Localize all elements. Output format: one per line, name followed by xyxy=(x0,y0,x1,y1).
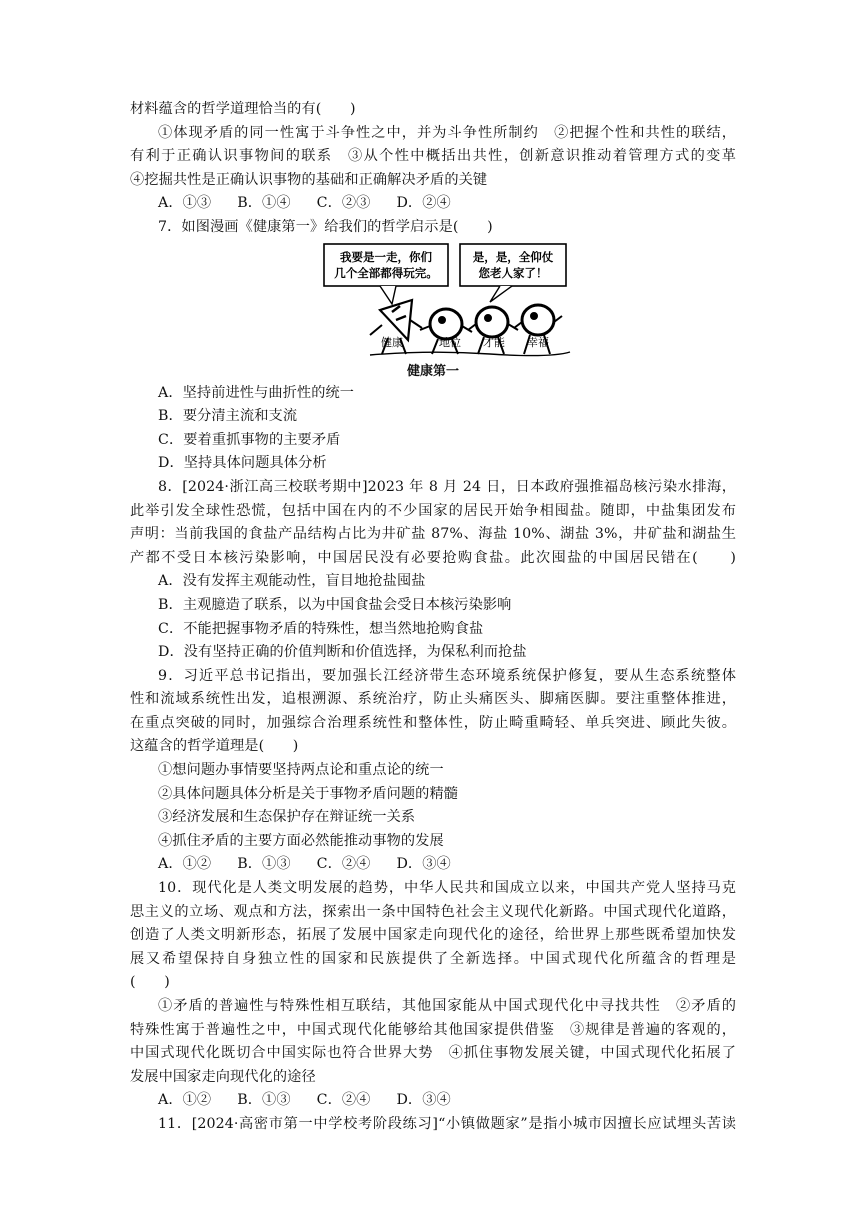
text-line: ④挖掘共性是正确认识事物的基础和正确解决矛盾的关键 xyxy=(130,171,488,188)
option-b: B．①③ xyxy=(237,856,291,873)
option-c: C．②④ xyxy=(316,1092,371,1109)
label-ability: 才能 xyxy=(483,335,505,349)
answer-options xyxy=(130,1089,736,1113)
document-page xyxy=(130,98,736,1137)
statement: ①矛盾的普遍性与特殊性相互联结，其他国家能从中国式现代化中寻找共性 ②矛盾的 xyxy=(158,998,736,1014)
text-line: 思主义的立场、观点和方法，探索出一条中国特色社会主义现代化新路。中国式现代化道路， xyxy=(130,903,736,920)
option-a: A．坚持前进性与曲折性的统一 xyxy=(158,384,355,401)
label-health: 健康 xyxy=(381,335,403,349)
text-line: ①体现矛盾的同一性寓于斗争性之中，并为斗争性所制约 ②把握个性和共性的联结， xyxy=(158,124,736,141)
statement: ④抓住矛盾的主要方面必然能推动事物的发展 xyxy=(158,832,444,849)
label-status: 地位 xyxy=(439,335,461,349)
question-10: 10．现代化是人类文明发展的趋势，中华人民共和国成立以来，中国共产党人坚持马克 xyxy=(158,880,736,897)
option-a: A．①② xyxy=(158,856,212,873)
option-d: D．②④ xyxy=(396,195,451,212)
question-11: 11．[2024·高密市第一中学校考阶段练习]“小镇做题家”是指小城市因擅长应试埋头苦读 xyxy=(158,1115,736,1132)
text-line: 此举引发全球性恐慌，包括中国在内的不少国家的居民开始争相囤盐。随即，中盐集团发布 xyxy=(130,502,736,519)
option-c: C．②④ xyxy=(316,856,371,873)
option-b: B．①③ xyxy=(237,1092,291,1109)
label-happiness: 幸福 xyxy=(527,335,549,349)
bubble-right-line-1: 是，是，全仰仗 xyxy=(472,249,554,264)
option-d: D．③④ xyxy=(396,856,451,873)
cartoon-caption: 健康第一 xyxy=(406,363,459,379)
text-line: 这蕴含的哲学道理是( ) xyxy=(130,738,299,755)
cartoon-figure xyxy=(130,240,736,382)
text-line: 性和流域系统性出发，追根溯源、系统治疗，防止头痛医头、脚痛医脚。要注重整体推进， xyxy=(130,691,736,708)
option-d: D．没有坚持正确的价值判断和价值选择，为保私利而抢盐 xyxy=(158,644,527,661)
text-line: 展又希望保持自身独立性的国家和民族提供了全新选择。中国式现代化所蕴含的哲理是 xyxy=(130,950,736,967)
text-line: 在重点突破的同时，加强综合治理系统性和整体性，防止畸重畸轻、单兵突进、顾此失彼。 xyxy=(130,714,736,731)
text-line: 声明：当前我国的食盐产品结构占比为井矿盐 87%、海盐 10%、湖盐 3%，井矿盐和湖盐生 xyxy=(130,526,736,543)
option-a: A．没有发挥主观能动性，盲目地抢盐囤盐 xyxy=(158,573,426,590)
option-a: A．①② xyxy=(158,1092,212,1109)
question-8: 8．[2024·浙江高三校联考期中]2023 年 8 月 24 日，日本政府强推福岛核污染水排海， xyxy=(158,478,736,495)
option-b: B．要分清主流和支流 xyxy=(158,408,298,425)
statement: ③经济发展和生态保护存在辩证统一关系 xyxy=(158,809,416,826)
statement: ①想问题办事情要坚持两点论和重点论的统一 xyxy=(158,762,444,779)
text-line: 中国式现代化既切合中国实际也符合世界大势 ④抓住事物发展关键，中国式现代化拓展了 xyxy=(130,1045,736,1062)
option-a: A．①③ xyxy=(158,195,212,212)
statement: ②具体问题具体分析是关于事物矛盾问题的精髓 xyxy=(158,785,459,802)
text-line: 发展中国家走向现代化的途径 xyxy=(130,1068,316,1085)
bubble-right-line-2: 您老人家了！ xyxy=(478,265,548,280)
text-line: 产都不受日本核污染影响，中国居民没有必要抢购食盐。此次囤盐的中国居民错在( ) xyxy=(130,549,736,566)
question-9: 9．习近平总书记指出，要加强长江经济带生态环境系统保护修复，要从生态系统整体 xyxy=(158,667,736,684)
option-b: B．①④ xyxy=(237,195,291,212)
text-line: 有利于正确认识事物间的联系 ③从个性中概括出共性，创新意识推动着管理方式的变革 xyxy=(130,148,736,165)
text-line: 特殊性寓于普遍性之中，中国式现代化能够给其他国家提供借鉴 ③规律是普遍的客观的， xyxy=(130,1021,736,1038)
text-line: 创造了人类文明新形态，拓展了发展中国家走向现代化的途径，给世界上那些既希望加快发 xyxy=(130,927,736,944)
option-d: D．坚持具体问题具体分析 xyxy=(158,455,327,472)
option-c: C．不能把握事物矛盾的特殊性，想当然地抢购食盐 xyxy=(158,620,484,637)
option-b: B．主观臆造了联系，以为中国食盐会受日本核污染影响 xyxy=(158,596,512,613)
option-d: D．③④ xyxy=(396,1092,451,1109)
answer-options xyxy=(130,853,736,877)
bubble-left-line-2: 几个全部都得玩完。 xyxy=(334,265,438,280)
question-7: 7．如图漫画《健康第一》给我们的哲学启示是( ) xyxy=(158,218,493,235)
text-line: 材料蕴含的哲学道理恰当的有( ) xyxy=(130,101,356,117)
option-c: C．要着重抓事物的主要矛盾 xyxy=(158,431,341,448)
text-line: ( ) xyxy=(130,974,170,991)
answer-options xyxy=(130,192,736,216)
cartoon-illustration xyxy=(130,240,736,360)
bubble-left-line-1: 我要是一走，你们 xyxy=(340,249,432,264)
option-c: C．②③ xyxy=(316,195,371,212)
